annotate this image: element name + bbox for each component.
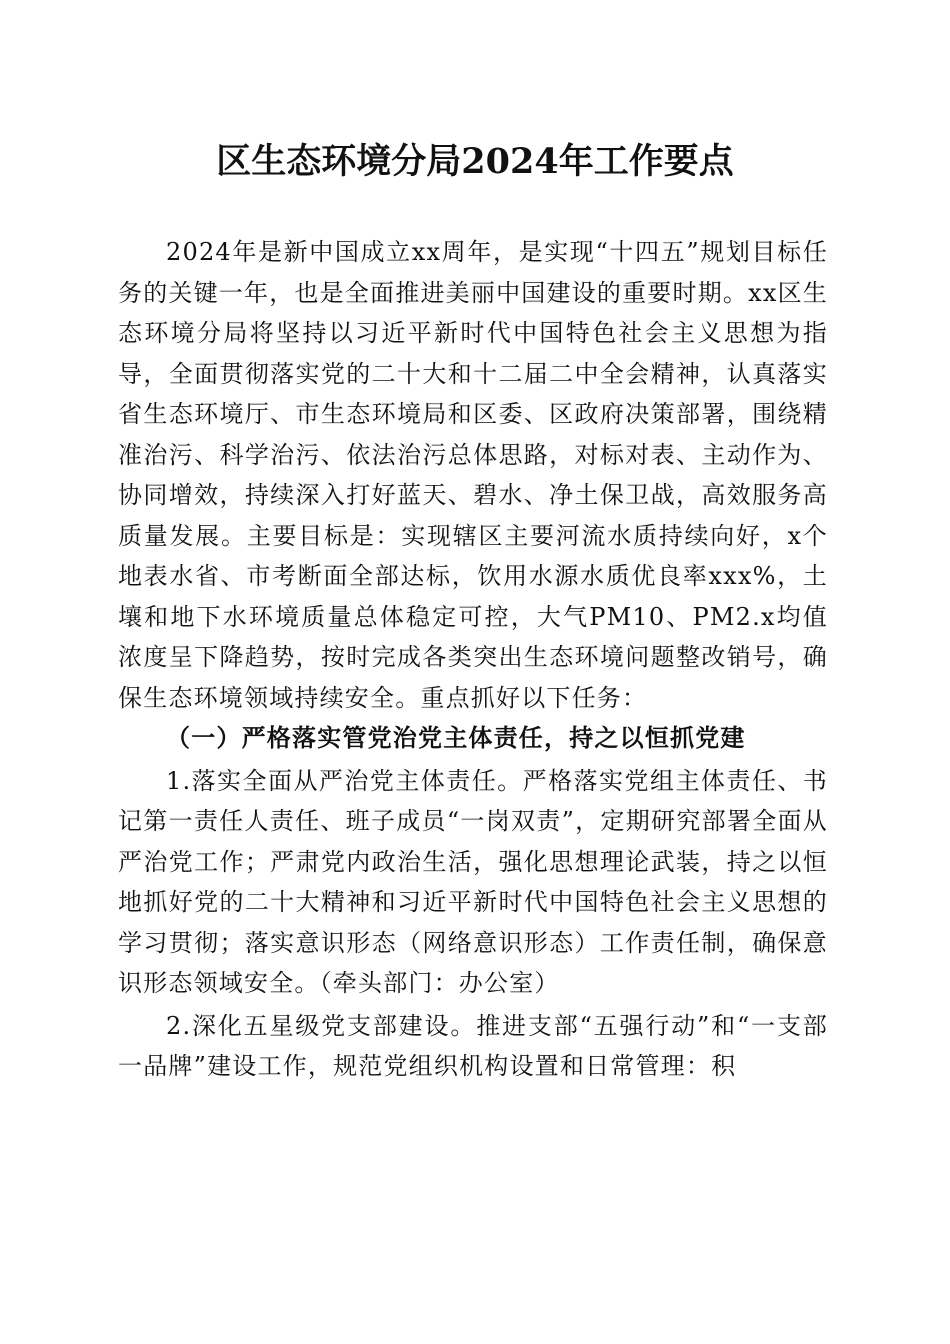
document-body: [118, 232, 828, 1087]
item-1-paragraph: 1.落实全面从严治党主体责任。严格落实党组主体责任、书记第一责任人责任、班子成员“一岗双责”，定期研究部署全面从严治党工作；严肃党内政治生活，强化思想理论武装，持之以恒地抓好党的二十大精神和习近平新时代中国特色社会主义思想的学习贯彻；落实意识形态（网络意识形态）工作责任制，确保意识形态领域安全。（牵头部门：办公室）: [118, 766, 828, 997]
intro-paragraph: 2024年是新中国成立xx周年，是实现“十四五”规划目标任务的关键一年，也是全面推进美丽中国建设的重要时期。xx区生态环境分局将坚持以习近平新时代中国特色社会主义思想为指导，全面贯彻落实党的二十大和十二届二中全会精神，认真落实省生态环境厅、市生态环境局和区委、区政府决策部署，围绕精准治污、科学治污、依法治污总体思路，对标对表、主动作为、协同增效，持续深入打好蓝天、碧水、净土保卫战，高效服务高质量发展。主要目标是：实现辖区主要河流水质持续向好，x个地表水省、市考断面全部达标，饮用水源水质优良率xxx%，土壤和地下水环境质量总体稳定可控，大气PM10、PM2.x均值浓度呈下降趋势，按时完成各类突出生态环境问题整改销号，确保生态环境领域持续安全。重点抓好以下任务：: [118, 238, 828, 712]
page-title: 区生态环境分局2024年工作要点: [216, 141, 734, 182]
section-heading-1: （一）严格落实管党治党主体责任，持之以恒抓党建: [166, 723, 746, 752]
item-2-paragraph: 2.深化五星级党支部建设。推进支部“五强行动”和“一支部一品牌”建设工作，规范党组织机构设置和日常管理：积: [118, 1011, 828, 1080]
